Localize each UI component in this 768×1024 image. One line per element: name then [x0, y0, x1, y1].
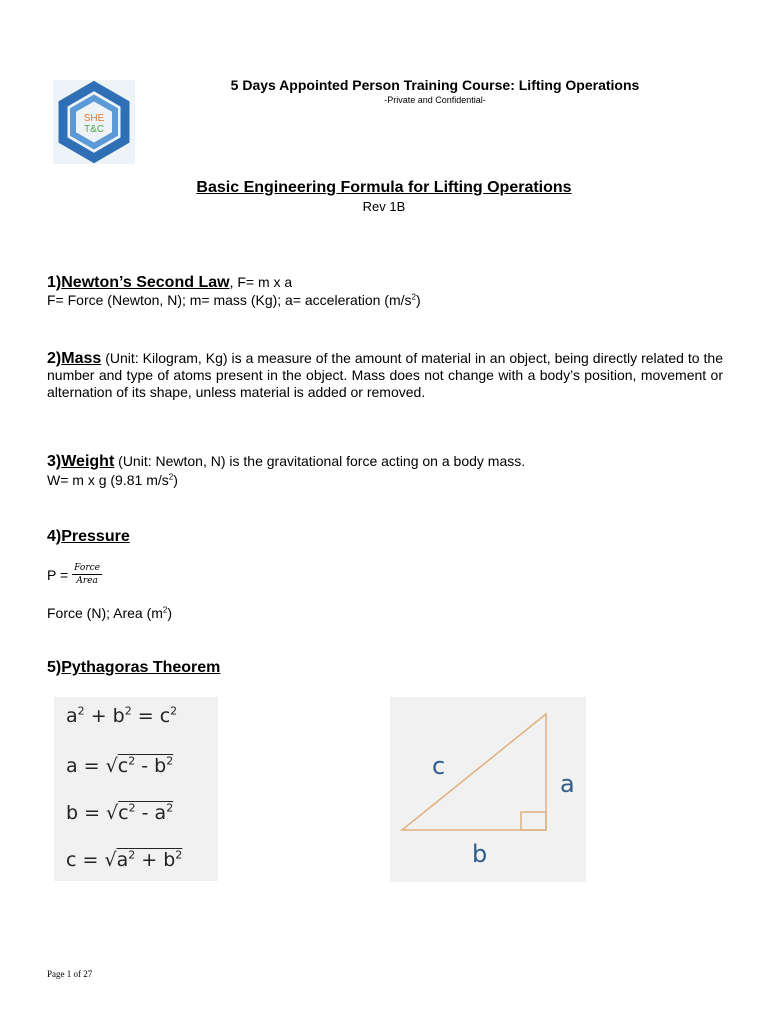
logo-mark — [53, 80, 135, 164]
section-heading: 3)Weight — [47, 453, 115, 470]
right-angle-marker — [521, 812, 546, 830]
section-newtons-law — [47, 274, 292, 292]
formula-line: $c = √a^2 + b^2$ — [66, 848, 183, 871]
triangle-svg — [390, 697, 586, 882]
formula-line: $b = √c^2 - a^2$ — [66, 801, 174, 824]
pressure-fraction: $\frac{\text{Force}}{\text{Area}}$ — [74, 563, 100, 586]
pythagoras-formulas-image — [54, 697, 218, 881]
section-heading: 2)Mass — [47, 350, 102, 367]
pressure-formula: P = $\frac{\text{Force}}{\text{Area}}$ — [47, 563, 100, 586]
section-pressure: 4)Pressure — [47, 528, 130, 545]
newton-definition: F= Force (Newton, N); m= mass (Kg); a= acceleration $(m/s^2)$ — [47, 292, 421, 308]
label-vertical: a — [560, 770, 575, 798]
section-heading: 1)Newton’s Second Law — [47, 274, 230, 291]
formula-line: $a^2 + b^2 = c^2$ — [66, 704, 178, 727]
svg-text:T&C: T&C — [84, 124, 104, 135]
newton-formula: , F= m x a — [229, 274, 293, 290]
page-number: Page 1 of 27 — [47, 969, 93, 979]
formula-line: $a = √c^2 - b^2$ — [66, 754, 174, 777]
logo — [53, 80, 135, 164]
weight-formula: W= m x g (9.81 $m/s^2$) — [47, 472, 178, 488]
label-base: b — [472, 840, 488, 868]
section-pythagoras: 5)Pythagoras Theorem — [47, 659, 221, 676]
label-hypotenuse: c — [432, 752, 446, 780]
section-weight — [47, 453, 525, 471]
mass-description: (Unit: Kilogram, Kg) is a measure of the amount of material in an object, being directly related to the number and type of atoms present in the object. Mass does not change with a body’s position, movement or alternation of its shape, unless material is added or removed. — [47, 350, 723, 400]
right-triangle-diagram — [390, 697, 586, 882]
weight-description: (Unit: Newton, N) is the gravitational force acting on a body mass. — [114, 453, 526, 469]
document-title: Basic Engineering Formula for Lifting Operations — [196, 179, 572, 196]
section-mass — [47, 350, 723, 401]
svg-text:SHE: SHE — [83, 113, 105, 124]
header-subtitle: -Private and Confidential- — [384, 95, 486, 105]
document-revision: Rev 1B — [362, 199, 406, 214]
header-title: 5 Days Appointed Person Training Course: Lifting Operations — [230, 77, 640, 93]
pressure-units: Force (N); Area $(m^2)$ — [47, 605, 173, 621]
